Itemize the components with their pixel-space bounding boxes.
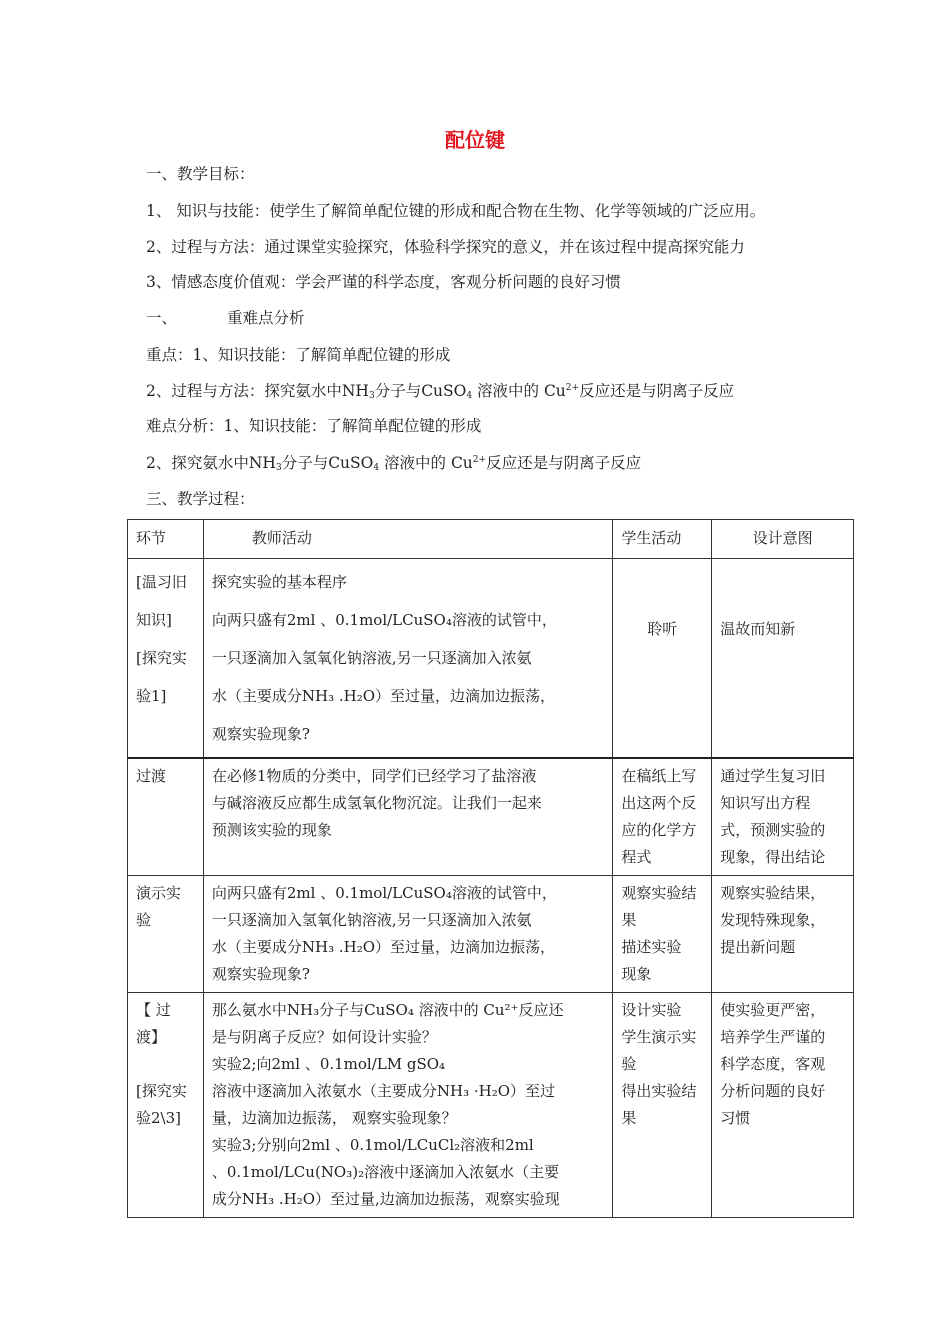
row4-teacher-line: 实验3;分别向2ml 、0.1mol/LCuCl₂溶液和2ml	[211, 1136, 534, 1154]
row3-stage	[128, 876, 204, 993]
row4-stage-line: 【 过	[136, 1001, 171, 1019]
process-heading: 三、教学过程：	[146, 490, 255, 508]
row4-student-line: 设计实验	[621, 1001, 682, 1019]
diff2-suffix: 反应还是与阴离子反应	[486, 454, 642, 472]
row3-student-line: 描述实验	[621, 938, 682, 956]
row3-student	[613, 876, 712, 993]
row1-student: 聆听	[613, 559, 712, 759]
difficulty-2	[146, 451, 641, 473]
goal-3: 3、情感态度价值观：学会严谨的科学态度，客观分析问题的良好习惯	[146, 273, 621, 291]
goal-2: 2、过程与方法：通过课堂实验探究，体验科学探究的意义，并在该过程中提高探究能力	[146, 238, 745, 256]
key2-mid: 分子与CuSO	[374, 382, 467, 400]
row4-intent-line: 习惯	[720, 1109, 751, 1127]
row4-student-line: 学生演示实	[621, 1028, 697, 1046]
table-row	[128, 758, 854, 876]
row4-teacher	[203, 993, 613, 1218]
row2-intent-line: 知识写出方程	[720, 794, 811, 812]
row2-intent	[712, 758, 854, 876]
row1-teacher-line: 水（主要成分NH₃ .H₂O）至过量，边滴加边振荡，	[211, 687, 556, 705]
row2-teacher	[203, 758, 613, 876]
row3-teacher-line: 观察实验现象?	[211, 965, 310, 983]
row2-teacher-line: 预测该实验的现象	[211, 821, 332, 839]
sub-3: 3	[275, 463, 282, 473]
row3-stage-line: 验	[136, 911, 152, 929]
sub-3: 3	[368, 391, 375, 401]
key-point-1: 重点：1、知识技能：了解简单配位键的形成	[146, 346, 451, 364]
row4-stage-line: 验2\3]	[136, 1109, 181, 1127]
row2-intent-line: 现象，得出结论	[720, 848, 826, 866]
row4-intent-line: 科学态度，客观	[720, 1055, 826, 1073]
row4-intent	[712, 993, 854, 1218]
goals-heading: 一、教学目标：	[146, 165, 255, 183]
key2-prefix: 2、过程与方法：探究氨水中NH	[146, 382, 369, 400]
diff2-mid: 分子与CuSO	[281, 454, 374, 472]
row3-student-line: 观察实验结	[621, 884, 697, 902]
row3-student-line: 果	[621, 911, 637, 929]
diff2-prefix: 2、探究氨水中NH	[146, 454, 276, 472]
row3-teacher-line: 水（主要成分NH₃ .H₂O）至过量，边滴加边振荡，	[211, 938, 556, 956]
analysis-number: 一、	[146, 309, 178, 327]
row3-teacher	[203, 876, 613, 993]
row4-student-line: 验	[621, 1055, 637, 1073]
row2-intent-line: 式，预测实验的	[720, 821, 826, 839]
row4-stage-line: [探究实	[136, 1082, 187, 1100]
row4-teacher-line: 是与阴离子反应？如何设计实验？	[211, 1028, 437, 1046]
row1-intent: 温故而知新	[712, 559, 854, 759]
row4-teacher-line: 那么氨水中NH₃分子与CuSO₄ 溶液中的 Cu²⁺反应还	[211, 1001, 564, 1019]
sup-2plus: 2+	[565, 383, 580, 393]
key2-mid2: 溶液中的 Cu	[472, 382, 566, 400]
row4-teacher-line: 成分NH₃ .H₂O）至过量,边滴加边振荡，观察实验现	[211, 1190, 560, 1208]
difficulty-1: 难点分析：1、知识技能：了解简单配位键的形成	[146, 417, 482, 435]
row2-teacher-line: 在必修1物质的分类中，同学们已经学习了盐溶液	[211, 767, 537, 785]
row4-teacher-line: 实验2;向2ml 、0.1mol/LM gSO₄	[211, 1055, 446, 1073]
row1-teacher-line: 探究实验的基本程序	[211, 573, 347, 591]
row1-teacher-line: 观察实验现象?	[211, 725, 310, 743]
row1-teacher-line: 向两只盛有2ml 、0.1mol/LCuSO₄溶液的试管中，	[211, 611, 557, 629]
row4-student-line: 得出实验结	[621, 1082, 697, 1100]
header-stage: 环节	[128, 520, 204, 559]
row4-intent-line: 培养学生严谨的	[720, 1028, 826, 1046]
row3-intent-line: 观察实验结果，	[720, 884, 826, 902]
row2-student-line: 程式	[621, 848, 652, 866]
goal-1: 1、 知识与技能：使学生了解简单配位键的形成和配合物在生物、化学等领域的广泛应用。	[146, 202, 766, 220]
row1-stage-line: [温习旧	[136, 573, 187, 591]
key-point-2	[146, 379, 734, 401]
row1-stage-line: [探究实	[136, 649, 187, 667]
header-intent: 设计意图	[712, 520, 854, 559]
row3-student-line: 现象	[621, 965, 652, 983]
row4-stage-spacer	[136, 1051, 195, 1078]
row3-teacher-line: 向两只盛有2ml 、0.1mol/LCuSO₄溶液的试管中，	[211, 884, 557, 902]
row4-teacher-line: 、0.1mol/LCu(NO₃)₂溶液中逐滴加入浓氨水（主要	[211, 1163, 560, 1181]
row4-intent-line: 使实验更严密，	[720, 1001, 826, 1019]
analysis-heading: 重难点分析	[227, 309, 305, 327]
row3-intent	[712, 876, 854, 993]
table-row	[128, 559, 854, 759]
table-header-row	[128, 520, 854, 559]
sub-4: 4	[466, 391, 473, 401]
row2-student-line: 应的化学方	[621, 821, 697, 839]
row1-teacher-line: 一只逐滴加入氢氧化钠溶液,另一只逐滴加入浓氨	[211, 649, 532, 667]
table-row	[128, 993, 854, 1218]
sub-4: 4	[373, 463, 380, 473]
row1-teacher	[203, 559, 613, 759]
row1-stage-line: 知识]	[136, 611, 172, 629]
diff2-mid2: 溶液中的 Cu	[379, 454, 473, 472]
row4-student-line: 果	[621, 1109, 637, 1127]
row1-stage	[128, 559, 204, 759]
row3-teacher-line: 一只逐滴加入氢氧化钠溶液,另一只逐滴加入浓氨	[211, 911, 532, 929]
row4-stage	[128, 993, 204, 1218]
row3-intent-line: 发现特殊现象，	[720, 911, 826, 929]
header-teacher: 教师活动	[203, 520, 613, 559]
row3-stage-line: 演示实	[136, 884, 182, 902]
row4-intent-line: 分析问题的良好	[720, 1082, 826, 1100]
row1-stage-line: 验1]	[136, 687, 167, 705]
row2-intent-line: 通过学生复习旧	[720, 767, 826, 785]
row4-teacher-line: 溶液中逐滴加入浓氨水（主要成分NH₃ ·H₂O）至过	[211, 1082, 556, 1100]
table-row	[128, 876, 854, 993]
row2-teacher-line: 与碱溶液反应都生成氢氧化物沉淀。让我们一起来	[211, 794, 542, 812]
row2-student-line: 在稿纸上写	[621, 767, 697, 785]
row2-student-line: 出这两个反	[621, 794, 697, 812]
row2-stage: 过渡	[128, 758, 204, 876]
row4-stage-line: 渡】	[136, 1028, 167, 1046]
row4-teacher-line: 量，边滴加边振荡， 观察实验现象？	[211, 1109, 457, 1127]
row3-intent-line: 提出新问题	[720, 938, 796, 956]
row2-student	[613, 758, 712, 876]
analysis-heading-line	[146, 306, 305, 328]
header-student: 学生活动	[613, 520, 712, 559]
page-title: 配位键	[445, 128, 505, 152]
key2-suffix: 反应还是与阴离子反应	[579, 382, 735, 400]
row4-student	[613, 993, 712, 1218]
teaching-process-table	[127, 519, 854, 1218]
sup-2plus: 2+	[472, 455, 487, 465]
